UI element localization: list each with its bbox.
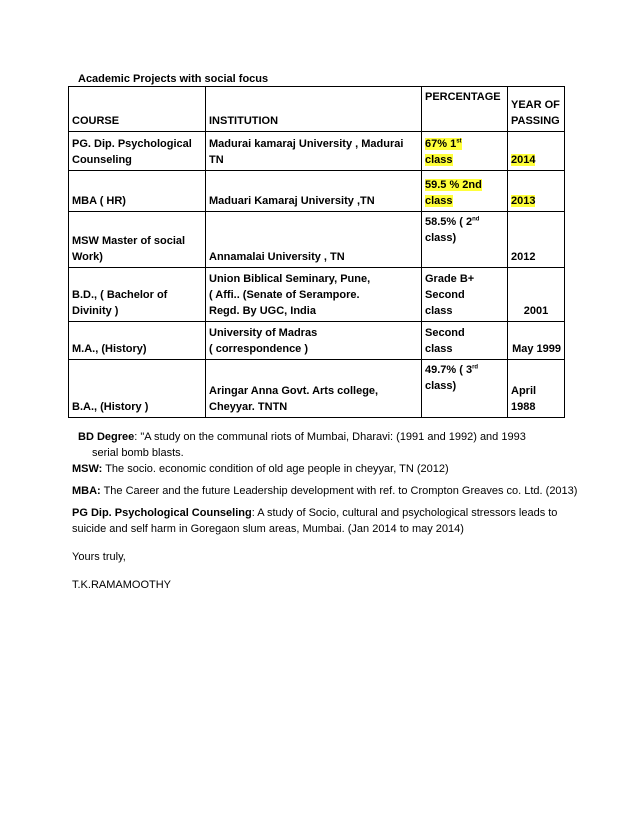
year-highlight: 2014	[511, 154, 536, 166]
course-cell: B.D., ( Bachelor of Divinity )	[69, 268, 206, 322]
institution-cell: Aringar Anna Govt. Arts college, Cheyyar. TNTN	[206, 360, 422, 418]
year-cell	[508, 132, 565, 171]
percentage-cell: 49.7% ( 3rd class)	[422, 360, 508, 418]
table-row	[69, 322, 565, 360]
course-cell: B.A., (History )	[69, 360, 206, 418]
table-row	[69, 360, 565, 418]
year-cell: 2001	[508, 268, 565, 322]
percentage-cell: Grade B+ Second class	[422, 268, 508, 322]
table-row	[69, 212, 565, 268]
percentage-cell: 58.5% ( 2nd class)	[422, 212, 508, 268]
bd-note: BD Degree: "A study on the communal riots of Mumbai, Dharavi: (1991 and 1992) and 1993	[78, 431, 526, 443]
header-course: COURSE	[69, 87, 206, 132]
course-cell: MSW Master of social Work)	[69, 212, 206, 268]
closing: Yours truly,	[72, 551, 126, 563]
percentage-cell	[422, 132, 508, 171]
header-institution: INSTITUTION	[206, 87, 422, 132]
percentage-cell: Second class	[422, 322, 508, 360]
year-cell	[508, 171, 565, 212]
course-cell: PG. Dip. Psychological Counseling	[69, 132, 206, 171]
percentage-highlight: 67% 1st	[425, 138, 462, 150]
year-cell: May 1999	[508, 322, 565, 360]
percentage-cell	[422, 171, 508, 212]
year-highlight: 2013	[511, 195, 536, 207]
page-heading: Academic Projects with social focus	[78, 73, 269, 85]
bd-note-continued: serial bomb blasts.	[92, 447, 184, 459]
header-year: YEAR OF PASSING	[508, 87, 565, 132]
pg-note: PG Dip. Psychological Counseling: A study of Socio, cultural and psychological stressors leads to suicide and self harm in Goregaon slum areas, Mumbai. (Jan 2014 to may 2014)	[72, 507, 558, 535]
table-row	[69, 132, 565, 171]
percentage-highlight: class	[425, 154, 453, 166]
course-cell: M.A., (History)	[69, 322, 206, 360]
institution-cell: Maduari Kamaraj University ,TN	[206, 171, 422, 212]
table-row	[69, 268, 565, 322]
year-cell: 2012	[508, 212, 565, 268]
institution-cell: Madurai kamaraj University , Madurai TN	[206, 132, 422, 171]
year-cell: April 1988	[508, 360, 565, 418]
header-percentage: PERCENTAGE	[422, 87, 508, 132]
signature: T.K.RAMAMOOTHY	[72, 579, 172, 591]
project-notes	[72, 429, 578, 593]
percentage-highlight: class	[425, 195, 453, 207]
institution-cell: Annamalai University , TN	[206, 212, 422, 268]
course-cell: MBA ( HR)	[69, 171, 206, 212]
table-header-row	[69, 87, 565, 132]
table-row	[69, 171, 565, 212]
education-table	[68, 86, 565, 418]
msw-note: MSW: The socio. economic condition of old age people in cheyyar, TN (2012)	[72, 463, 449, 475]
institution-cell: University of Madras ( correspondence )	[206, 322, 422, 360]
mba-note: MBA: The Career and the future Leadership development with ref. to Crompton Greaves co. Ltd. (2013)	[72, 485, 578, 497]
institution-cell: Union Biblical Seminary, Pune, ( Affi.. (Senate of Serampore. Regd. By UGC, India	[206, 268, 422, 322]
percentage-highlight: 59.5 % 2nd	[425, 179, 482, 191]
